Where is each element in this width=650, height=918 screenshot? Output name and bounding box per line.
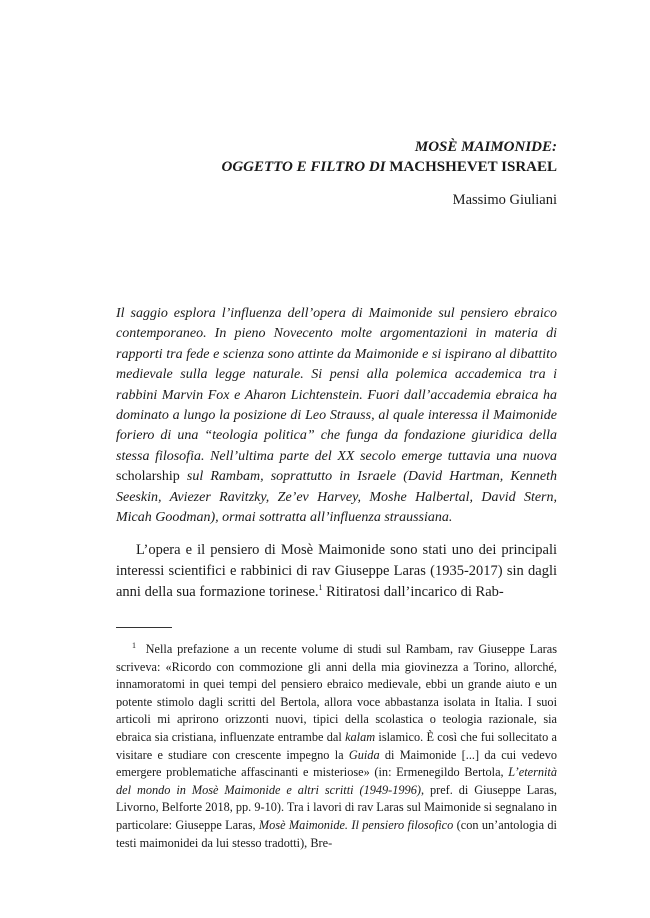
abstract-scholarship: scholarship — [116, 469, 180, 485]
body-text-2: Ritiratosi dall’incarico di Rab- — [322, 584, 504, 600]
abstract — [116, 304, 557, 528]
footnote-text-5: (con un’antologia di testi maimonidei da lui stesso tradotti), Bre- — [116, 817, 557, 850]
title-line-1 — [87, 137, 557, 157]
title-line-1-text: MOSÈ MAIMONIDE: — [414, 139, 557, 155]
footnote-text-1: Nella prefazione a un recente volume di studi sul Rambam, rav Giuseppe Laras scriveva: «Ricordo con commozione gli anni della mia giovinezza a Torino, allorché, innamoratomi in quei tempi del pensiero ebraico medievale, ebbi un grande aiuto e un potente stimolo dagli scritti del Bertola, allora voce abbastanza isolata in Italia. I suoi articoli mi aprirono orizzonti nuovi, tipici della scolastica o teologia razionale, sia ebraica sia cristiana, influenzate entrambe dal — [116, 642, 557, 744]
abstract-text-1: Il saggio esplora l’influenza dell’opera di Maimonide sul pensiero ebraico contemporaneo. In pieno Novecento molte argomentazioni in materia di rapporti tra fede e scienza sono attinte da Maimonide e si ispirano al dibattito medievale sulla legge naturale. Si pensi alla polemica accademica tra i rabbini Marvin Fox e Aharon Lichtenstein. Fuori dall’accademia ebraica ha dominato a lungo la posizione di Leo Strauss, al quale interessa il Maimonide foriero di una “teologia politica” che funga da fondazione giuridica della stessa filosofia. Nell’ultima parte del XX secolo emerge tuttavia una nuova — [116, 306, 557, 464]
article-title — [87, 137, 557, 177]
title-line-2-roman: MACHSHEVET ISRAEL — [389, 159, 557, 175]
footnote-text-4: , pref. di Giuseppe Laras, Livorno, Belforte 2018, pp. 9-10). Tra i lavori di rav Laras sul Maimonide si segnalano in particolare: Giuseppe Laras, — [116, 782, 558, 832]
footnote-reference[interactable]: 1 — [318, 583, 323, 593]
footnote-italic-book-title-2: Mosè Maimonide. Il pensiero filosofico — [258, 817, 454, 832]
footnote-italic-guida: Guida — [348, 747, 380, 762]
footnote-text-3: di Maimonide [...] da cui vedevo emergere problematiche affascinanti e misteriose» (in: Ermenegildo Bertola, — [116, 747, 557, 780]
author-name: Massimo Giuliani — [452, 192, 557, 208]
footnote-italic-kalam: kalam — [345, 729, 376, 744]
footnote-divider — [116, 627, 172, 628]
footnote-italic-book-title: L’eternità del mondo in Mosè Maimonide e altri scritti (1949-1996) — [116, 765, 557, 797]
body-text-1: L’opera e il pensiero di Mosè Maimonide sono stati uno dei principali interessi scientifici e rabbinici di rav Giuseppe Laras (1935-2017) sin dagli anni della sua formazione torinese. — [116, 542, 557, 600]
title-line-2-italic: OGGETTO E FILTRO DI — [221, 159, 386, 175]
footnote-number: 1 — [132, 640, 136, 650]
footnote-1 — [116, 641, 557, 852]
footnote-text-2: islamico. È così che fui sollecitato a visitare e studiare con crescente impegno la — [116, 729, 557, 762]
body-paragraph — [116, 540, 557, 603]
abstract-text-2: sul Rambam, soprattutto in Israele (David Hartman, Kenneth Seeskin, Aviezer Ravitzky, Ze’ev Harvey, Moshe Halbertal, David Stern, Micah Goodman), ormai sottratta all’influenza straussiana. — [116, 469, 558, 526]
title-line-2 — [87, 157, 557, 177]
